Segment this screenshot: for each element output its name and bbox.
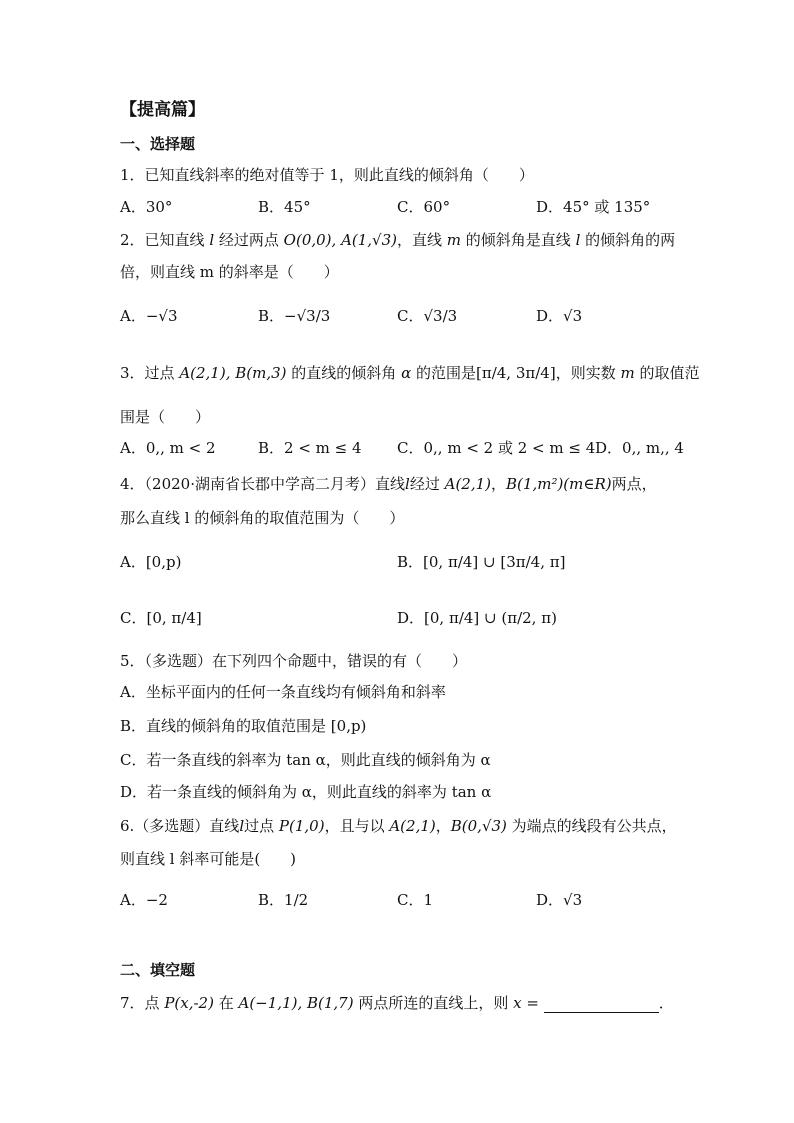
question-3-line-2: 围是（ ） xyxy=(120,408,211,426)
question-1-stem: 1．已知直线斜率的绝对值等于 1，则此直线的倾斜角（ ） xyxy=(120,166,534,184)
q3-option-c: C．0,, m < 2 或 2 < m ≤ 4 xyxy=(397,439,596,457)
question-2-line-1: 2．已知直线 l 经过两点 O(0,0), A(1,√3)，直线 m 的倾斜角是直线 l 的倾斜角的两 xyxy=(120,231,676,249)
section-choice-heading: 一、选择题 xyxy=(120,135,196,153)
question-4-line-1: 4．（2020·湖南省长郡中学高二月考）直线l经过 A(2,1)，B(1,m²)(m∈R)两点， xyxy=(120,475,657,493)
q3-option-a: A．0,, m < 2 xyxy=(120,439,216,457)
q3-option-d: D．0,, m,, 4 xyxy=(595,439,684,457)
q1-option-b: B．45° xyxy=(258,198,311,216)
q5-option-d: D．若一条直线的倾斜角为 α，则此直线的斜率为 tan α xyxy=(120,783,492,801)
q5-option-b: B．直线的倾斜角的取值范围是 [0,p) xyxy=(120,717,367,735)
q6-option-c: C．1 xyxy=(397,891,434,909)
q4-option-b: B．[0, π/4] ∪ [3π/4, π] xyxy=(397,553,566,571)
question-3-line-1: 3．过点 A(2,1), B(m,3) 的直线的倾斜角 α 的范围是[π/4, 3π/4]，则实数 m 的取值范 xyxy=(120,364,700,382)
question-4-line-2: 那么直线 l 的倾斜角的取值范围为（ ） xyxy=(120,509,405,527)
q4-option-a: A．[0,p) xyxy=(120,553,182,571)
question-6-line-1: 6.（多选题）直线l过点 P(1,0)，且与以 A(2,1)，B(0,√3) 为端点的线段有公共点， xyxy=(120,817,677,835)
q2-option-b: B．−√3/3 xyxy=(258,307,331,325)
question-7: 7．点 P(x,-2) 在 A(−1,1), B(1,7) 两点所连的直线上，则 x = ． xyxy=(120,994,674,1012)
q2-option-a: A．−√3 xyxy=(120,307,178,325)
q3-option-b: B．2 < m ≤ 4 xyxy=(258,439,362,457)
q5-option-c: C．若一条直线的斜率为 tan α，则此直线的倾斜角为 α xyxy=(120,751,491,769)
question-2-line-2: 倍，则直线 m 的斜率是（ ） xyxy=(120,263,339,281)
q1-option-a: A．30° xyxy=(120,198,173,216)
question-5-stem: 5．（多选题）在下列四个命题中，错误的有（ ） xyxy=(120,652,468,670)
q4-option-c: C．[0, π/4] xyxy=(120,609,202,627)
q1-option-d: D．45° 或 135° xyxy=(536,198,651,216)
q6-option-a: A．−2 xyxy=(120,891,168,909)
q5-option-a: A．坐标平面内的任何一条直线均有倾斜角和斜率 xyxy=(120,683,446,701)
q6-option-b: B．1/2 xyxy=(258,891,309,909)
q2-option-d: D．√3 xyxy=(536,307,583,325)
section-fill-blank-heading: 二、填空题 xyxy=(120,961,196,979)
q6-option-d: D．√3 xyxy=(536,891,583,909)
page-title: 【提高篇】 xyxy=(120,100,205,120)
question-6-line-2: 则直线 l 斜率可能是( ) xyxy=(120,850,297,868)
q1-option-c: C．60° xyxy=(397,198,451,216)
q2-option-c: C．√3/3 xyxy=(397,307,458,325)
q4-option-d: D．[0, π/4] ∪ (π/2, π) xyxy=(397,609,557,627)
answer-blank[interactable] xyxy=(544,996,659,1013)
